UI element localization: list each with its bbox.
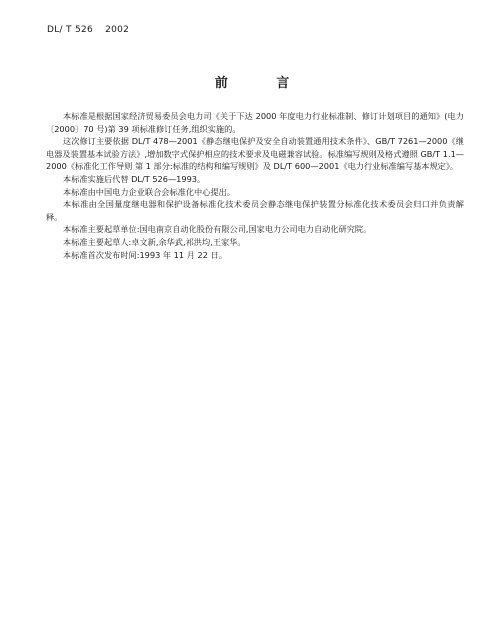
foreword-paragraph: 本标准主要起草人:卓文新,余华武,祁洪均,王家华。 [63, 236, 246, 247]
foreword-paragraph: 这次修订主要依据 DL/T 478—2001《静态继电保护及安全自动装置通用技术条件》、GB/T 7261—2000《继电器及装置基本试验方法》,增加数字式保护相应的技术要求及电磁兼容试验。标准编写规则及格式遵照 GB/T 1.1—2000《标准化工作导则 第 1 部分:标准的结构和编写规则》及 DL/T 600—2001《电力行业标准编写基本规定》。 [46, 136, 464, 172]
foreword-paragraph: 本标准首次发布时间:1993 年 11 月 22 日。 [63, 249, 227, 260]
foreword-paragraph: 本标准实施后代替 DL/T 526—1993。 [63, 173, 206, 184]
standard-code: DL/ T 526 [47, 25, 94, 35]
foreword-paragraph: 本标准由中国电力企业联合会标准化中心提出。 [63, 186, 235, 197]
standard-year: 2002 [105, 25, 130, 35]
foreword-paragraph: 本标准主要起草单位:国电南京自动化股份有限公司,国家电力公司电力自动化研究院。 [63, 224, 372, 235]
foreword-body [46, 110, 464, 261]
standard-code-header [47, 25, 129, 35]
foreword-paragraph: 本标准是根据国家经济贸易委员会电力司《关于下达 2000 年度电力行业标准制、修订计划项目的通知》(电力〔2000〕70 号)第 39 项标准修订任务,组织实施的。 [46, 111, 464, 134]
page-title: 前 言 [214, 76, 312, 91]
foreword-paragraph: 本标准由全国量度继电器和保护设备标准化技术委员会静态继电保护装置分标准化技术委员会归口并负责解释。 [46, 199, 464, 222]
